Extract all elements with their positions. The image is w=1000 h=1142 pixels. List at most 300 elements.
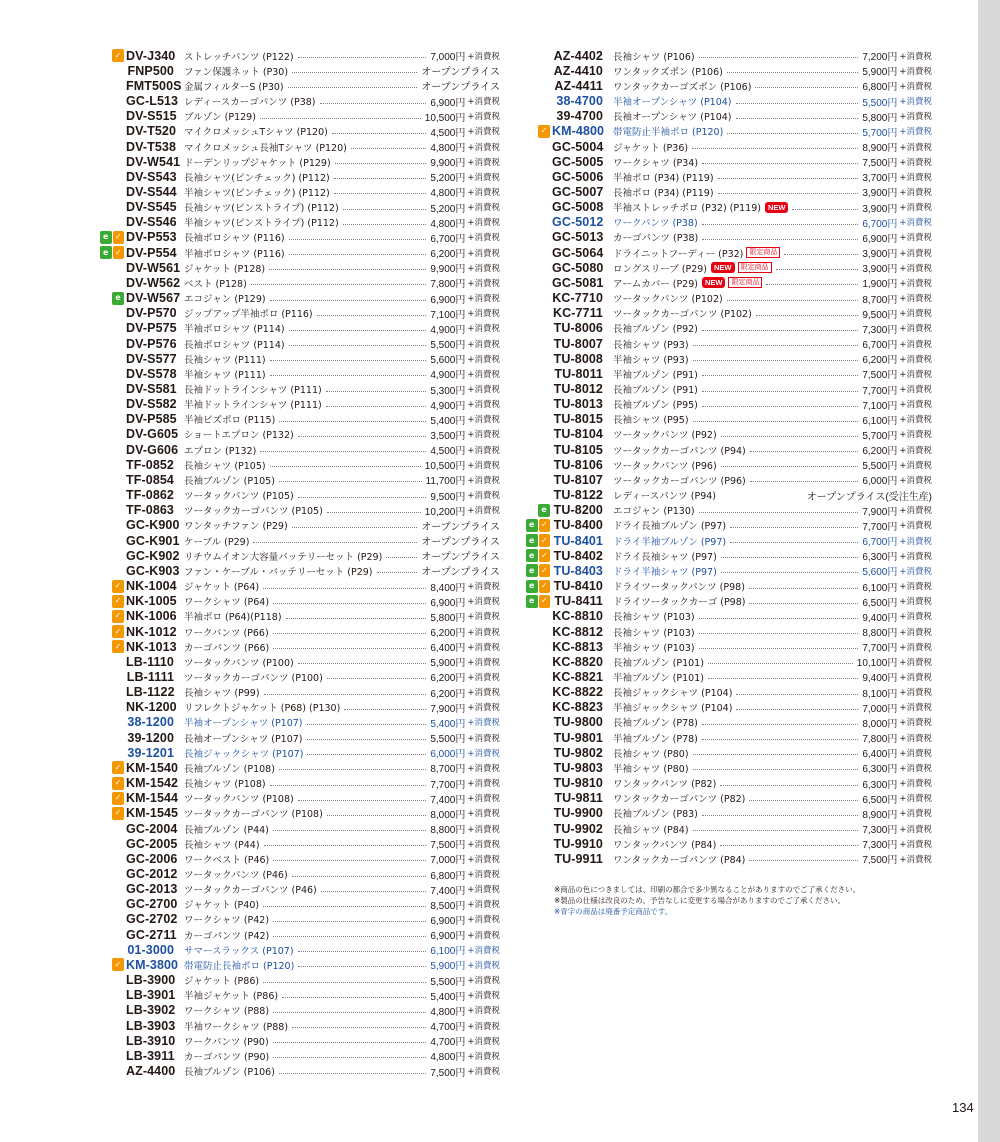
product-name: 半袖ビズポロ (P115) bbox=[184, 415, 276, 427]
leader-dots bbox=[749, 588, 858, 589]
tax-label: +消費税 bbox=[467, 657, 500, 668]
leader-dots bbox=[251, 284, 427, 285]
product-name: ドライニットフーディー (P32) bbox=[613, 248, 744, 260]
product-code: FMT500S bbox=[126, 78, 182, 93]
product-row bbox=[526, 806, 932, 821]
product-code: LB-1122 bbox=[126, 685, 175, 700]
product-code: NK-1006 bbox=[126, 609, 177, 624]
product-row bbox=[526, 291, 932, 306]
product-row bbox=[100, 624, 500, 639]
leader-dots bbox=[292, 1027, 426, 1028]
product-code: LB-3900 bbox=[126, 973, 176, 988]
product-price: 4,900円 bbox=[430, 370, 466, 382]
product-name: ワークシャツ (P88) bbox=[184, 1006, 270, 1018]
product-name: 長袖ブルゾン (P91) bbox=[613, 385, 698, 397]
product-price: 5,400円 bbox=[430, 718, 466, 730]
product-row bbox=[526, 760, 932, 775]
leader-dots bbox=[298, 497, 427, 498]
product-code: TU-9801 bbox=[553, 730, 603, 745]
tax-label: +消費税 bbox=[899, 203, 932, 214]
product-row bbox=[100, 472, 500, 487]
tax-label: +消費税 bbox=[467, 809, 500, 820]
product-row bbox=[100, 715, 500, 730]
tax-label: +消費税 bbox=[467, 718, 500, 729]
product-icons bbox=[100, 292, 126, 305]
leader-dots bbox=[693, 830, 859, 831]
leader-dots bbox=[253, 542, 417, 543]
leader-dots bbox=[282, 997, 426, 998]
leader-dots bbox=[708, 663, 853, 664]
product-row bbox=[100, 488, 500, 503]
product-code: TU-8015 bbox=[553, 412, 603, 427]
product-code: LB-3903 bbox=[126, 1018, 176, 1033]
product-price: 6,000円 bbox=[862, 476, 898, 488]
tax-label: +消費税 bbox=[467, 733, 500, 744]
feature-icon: ✓ bbox=[539, 534, 551, 547]
product-row bbox=[100, 200, 500, 215]
product-name: ワークシャツ (P34) bbox=[613, 157, 699, 169]
product-code: TU-8107 bbox=[553, 472, 603, 487]
product-name: 半袖ワークシャツ (P88) bbox=[184, 1021, 289, 1033]
product-code: TU-8008 bbox=[553, 351, 603, 366]
product-name: 半袖ブルゾン (P101) bbox=[613, 672, 704, 684]
product-name: 長袖シャツ (P103) bbox=[613, 612, 695, 624]
product-price: オープンプライス bbox=[421, 67, 500, 79]
tax-label: +消費税 bbox=[899, 779, 932, 790]
product-row bbox=[100, 366, 500, 381]
product-row bbox=[526, 548, 932, 563]
product-price: 6,100円 bbox=[862, 582, 898, 594]
tax-label: +消費税 bbox=[467, 915, 500, 926]
product-code: GC-5004 bbox=[552, 139, 604, 154]
leader-dots bbox=[702, 739, 858, 740]
product-price: 5,500円 bbox=[430, 340, 466, 352]
product-row bbox=[100, 245, 500, 260]
leader-dots bbox=[727, 72, 859, 73]
product-price: 6,800円 bbox=[862, 82, 898, 94]
feature-icon: ✓ bbox=[113, 231, 125, 244]
product-code: DV-P585 bbox=[126, 412, 177, 427]
tax-label: +消費税 bbox=[899, 445, 932, 456]
product-row bbox=[526, 442, 932, 457]
product-price: 6,900円 bbox=[430, 597, 466, 609]
product-row bbox=[100, 1048, 500, 1063]
product-code: DV-G606 bbox=[126, 442, 179, 457]
product-price: 5,400円 bbox=[430, 991, 466, 1003]
leader-dots bbox=[377, 572, 418, 573]
footnotes bbox=[554, 884, 860, 917]
product-price: オープンプライス(受注生産) bbox=[806, 491, 932, 503]
product-name: ツータックパンツ (P96) bbox=[613, 460, 717, 472]
product-code: DV-P570 bbox=[126, 306, 177, 321]
product-price: 6,900円 bbox=[430, 294, 466, 306]
product-price: 5,800円 bbox=[430, 612, 466, 624]
product-code: LB-1111 bbox=[126, 669, 174, 684]
product-row bbox=[526, 124, 932, 139]
limited-badge: 限定商品 bbox=[728, 277, 762, 288]
tax-label: +消費税 bbox=[899, 127, 932, 138]
tax-label: +消費税 bbox=[467, 415, 500, 426]
product-code: DV-P575 bbox=[126, 321, 177, 336]
tax-label: +消費税 bbox=[899, 263, 932, 274]
tax-label: +消費税 bbox=[467, 779, 500, 790]
product-name: ジャケット (P40) bbox=[184, 900, 260, 912]
product-price: 10,500円 bbox=[424, 112, 466, 124]
footnote: ※青字の商品は廃番予定商品です。 bbox=[554, 907, 673, 916]
product-name: 帯電防止長袖ポロ (P120) bbox=[184, 960, 295, 972]
product-price: 8,100円 bbox=[862, 688, 898, 700]
product-name: 半袖ブルゾン (P78) bbox=[613, 733, 698, 745]
product-price: 6,700円 bbox=[862, 537, 898, 549]
product-price: 8,900円 bbox=[862, 143, 898, 155]
product-code: DV-P554 bbox=[126, 245, 177, 260]
product-name: 長袖ブルゾン (P106) bbox=[184, 1067, 275, 1079]
leader-dots bbox=[351, 148, 427, 149]
product-row bbox=[526, 169, 932, 184]
product-name: カーゴパンツ (P66) bbox=[184, 642, 270, 654]
tax-label: +消費税 bbox=[899, 824, 932, 835]
product-name: ジャケット (P86) bbox=[184, 976, 260, 988]
product-row bbox=[526, 624, 932, 639]
product-code: TF-0863 bbox=[126, 503, 174, 518]
product-name: 半袖シャツ(ピンチェック) (P112) bbox=[184, 187, 330, 199]
product-code: KM-1544 bbox=[126, 791, 179, 806]
tax-label: +消費税 bbox=[467, 506, 500, 517]
product-code: 38-1200 bbox=[127, 715, 174, 730]
product-row bbox=[100, 942, 500, 957]
limited-badge: 限定商品 bbox=[746, 247, 780, 258]
product-icons bbox=[100, 777, 126, 790]
product-row bbox=[100, 260, 500, 275]
product-row bbox=[100, 275, 500, 290]
product-code: NK-1005 bbox=[126, 594, 177, 609]
leader-dots bbox=[730, 527, 858, 528]
tax-label: +消費税 bbox=[899, 112, 932, 123]
leader-dots bbox=[702, 163, 858, 164]
tax-label: +消費税 bbox=[467, 248, 500, 259]
product-name: 半袖ポロシャツ (P114) bbox=[184, 324, 285, 336]
leader-dots bbox=[749, 860, 858, 861]
leader-dots bbox=[273, 648, 426, 649]
tax-label: +消費税 bbox=[899, 385, 932, 396]
product-row bbox=[100, 578, 500, 593]
leader-dots bbox=[270, 300, 427, 301]
tax-label: +消費税 bbox=[467, 157, 500, 168]
leader-dots bbox=[279, 421, 426, 422]
tax-label: +消費税 bbox=[899, 369, 932, 380]
feature-icon: ✓ bbox=[112, 610, 124, 623]
product-list-left bbox=[100, 48, 500, 1079]
product-row bbox=[100, 669, 500, 684]
product-icons bbox=[100, 761, 126, 774]
tax-label: +消費税 bbox=[467, 369, 500, 380]
product-name: 長袖シャツ (P103) bbox=[613, 627, 695, 639]
tax-label: +消費税 bbox=[467, 748, 500, 759]
product-code: TU-8012 bbox=[553, 382, 603, 397]
tax-label: +消費税 bbox=[899, 309, 932, 320]
product-row bbox=[526, 669, 932, 684]
product-row bbox=[100, 321, 500, 336]
product-row bbox=[100, 988, 500, 1003]
leader-dots bbox=[699, 512, 859, 513]
product-code: TU-8401 bbox=[553, 533, 603, 548]
eco-icon: e bbox=[112, 292, 124, 305]
product-name: ツータックパンツ (P105) bbox=[184, 491, 294, 503]
leader-dots bbox=[270, 375, 427, 376]
product-price: 4,900円 bbox=[430, 324, 466, 336]
product-row bbox=[526, 351, 932, 366]
product-price: 7,500円 bbox=[862, 370, 898, 382]
product-price: 7,100円 bbox=[862, 400, 898, 412]
product-name: ワークベスト (P46) bbox=[184, 854, 270, 866]
product-row bbox=[526, 184, 932, 199]
feature-icon: ✓ bbox=[112, 625, 124, 638]
product-name: ツータックパンツ (P100) bbox=[184, 657, 294, 669]
product-price: 5,600円 bbox=[430, 355, 466, 367]
product-icons bbox=[526, 519, 552, 532]
leader-dots bbox=[736, 103, 859, 104]
product-row bbox=[100, 609, 500, 624]
product-icons bbox=[100, 958, 126, 971]
product-row bbox=[526, 366, 932, 381]
tax-label: +消費税 bbox=[467, 127, 500, 138]
leader-dots bbox=[289, 345, 427, 346]
product-price: 7,300円 bbox=[862, 324, 898, 336]
product-code: KM-4800 bbox=[552, 124, 605, 139]
product-name: 長袖シャツ (P105) bbox=[184, 460, 266, 472]
product-price: 3,900円 bbox=[862, 249, 898, 261]
product-code: KC-8812 bbox=[552, 624, 603, 639]
limited-badge: 限定商品 bbox=[738, 262, 772, 273]
product-row bbox=[526, 275, 932, 290]
leader-dots bbox=[307, 724, 427, 725]
product-row bbox=[100, 745, 500, 760]
tax-label: +消費税 bbox=[899, 187, 932, 198]
tax-label: +消費税 bbox=[467, 945, 500, 956]
product-icons bbox=[526, 580, 552, 593]
product-price: 5,900円 bbox=[862, 67, 898, 79]
feature-icon: ✓ bbox=[112, 640, 124, 653]
product-row bbox=[526, 654, 932, 669]
product-row bbox=[526, 488, 932, 503]
product-name: ドライ長袖ブルゾン (P97) bbox=[613, 521, 727, 533]
product-row bbox=[100, 836, 500, 851]
product-code: KC-8822 bbox=[552, 685, 603, 700]
eco-icon: e bbox=[526, 519, 538, 532]
feature-icon: ✓ bbox=[112, 595, 124, 608]
product-code: GC-K900 bbox=[126, 518, 180, 533]
product-price: 4,500円 bbox=[430, 446, 466, 458]
footnote: ※商品の色につきましては、印刷の都合で多少異なることがありますのでご了承ください。 bbox=[554, 885, 861, 894]
product-name: 半袖ポロ (P64)(P118) bbox=[184, 612, 282, 624]
feature-icon: ✓ bbox=[112, 792, 124, 805]
tax-label: +消費税 bbox=[899, 460, 932, 471]
tax-label: +消費税 bbox=[467, 960, 500, 971]
leader-dots bbox=[702, 330, 858, 331]
product-name: 長袖シャツ (P111) bbox=[184, 354, 266, 366]
product-row bbox=[100, 973, 500, 988]
product-row bbox=[100, 397, 500, 412]
product-name: 長袖ポロシャツ (P116) bbox=[184, 233, 285, 245]
product-code: DV-W567 bbox=[126, 291, 181, 306]
tax-label: +消費税 bbox=[899, 733, 932, 744]
leader-dots bbox=[260, 118, 421, 119]
product-row bbox=[100, 927, 500, 942]
product-name: ツータックパンツ (P102) bbox=[613, 294, 723, 306]
new-badge: NEW bbox=[711, 262, 735, 273]
product-row bbox=[100, 518, 500, 533]
tax-label: +消費税 bbox=[899, 172, 932, 183]
leader-dots bbox=[270, 785, 427, 786]
eco-icon: e bbox=[100, 246, 112, 259]
tax-label: +消費税 bbox=[467, 400, 500, 411]
product-price: 9,500円 bbox=[862, 309, 898, 321]
tax-label: +消費税 bbox=[467, 1051, 500, 1062]
product-row bbox=[100, 1033, 500, 1048]
product-code: DV-P553 bbox=[126, 230, 177, 245]
product-row bbox=[100, 154, 500, 169]
page-edge-tab bbox=[978, 0, 1000, 1142]
product-price: 5,400円 bbox=[430, 415, 466, 427]
leader-dots bbox=[702, 224, 859, 225]
product-row bbox=[100, 184, 500, 199]
tax-label: +消費税 bbox=[467, 1006, 500, 1017]
eco-icon: e bbox=[526, 549, 538, 562]
leader-dots bbox=[260, 451, 426, 452]
product-price: 6,500円 bbox=[862, 794, 898, 806]
leader-dots bbox=[702, 375, 858, 376]
product-price: 6,700円 bbox=[430, 233, 466, 245]
tax-label: +消費税 bbox=[899, 672, 932, 683]
product-code: GC-5080 bbox=[552, 260, 604, 275]
product-name: ストレッチパンツ (P122) bbox=[184, 51, 294, 63]
tax-label: +消費税 bbox=[899, 809, 932, 820]
product-name: ワンタックカーゴパンツ (P82) bbox=[613, 794, 746, 806]
eco-icon: e bbox=[526, 595, 538, 608]
product-price: 1,900円 bbox=[862, 279, 898, 291]
tax-label: +消費税 bbox=[467, 218, 500, 229]
tax-label: +消費税 bbox=[899, 278, 932, 289]
product-name: 半袖ブルゾン (P91) bbox=[613, 369, 698, 381]
product-price: 8,700円 bbox=[862, 294, 898, 306]
product-row bbox=[100, 93, 500, 108]
product-name: 長袖ブルゾン (P108) bbox=[184, 763, 275, 775]
product-code: KM-1545 bbox=[126, 806, 179, 821]
product-name: 半袖ドットラインシャツ (P111) bbox=[184, 400, 322, 412]
product-row bbox=[100, 412, 500, 427]
product-code: LB-1110 bbox=[126, 654, 174, 669]
product-name: カーゴパンツ (P42) bbox=[184, 930, 270, 942]
tax-label: +消費税 bbox=[467, 294, 500, 305]
product-name: ドライ半袖シャツ (P97) bbox=[613, 566, 717, 578]
tax-label: +消費税 bbox=[467, 1021, 500, 1032]
feature-icon: ✓ bbox=[113, 246, 125, 259]
product-price: 6,400円 bbox=[430, 643, 466, 655]
product-price: 8,900円 bbox=[862, 809, 898, 821]
product-row bbox=[526, 427, 932, 442]
product-name: アームカバー (P29) bbox=[613, 278, 698, 290]
product-price: 9,400円 bbox=[862, 673, 898, 685]
tax-label: +消費税 bbox=[467, 839, 500, 850]
product-price: 5,200円 bbox=[430, 173, 466, 185]
product-code: DV-G605 bbox=[126, 427, 179, 442]
product-name: ドライツータックパンツ (P98) bbox=[613, 582, 745, 594]
product-row bbox=[100, 306, 500, 321]
leader-dots bbox=[692, 148, 858, 149]
product-name: ツータックカーゴパンツ (P100) bbox=[184, 672, 323, 684]
leader-dots bbox=[298, 800, 427, 801]
product-price: 8,500円 bbox=[430, 900, 466, 912]
product-row bbox=[100, 78, 500, 93]
product-name: 長袖ブルゾン (P101) bbox=[613, 657, 704, 669]
product-list-right bbox=[526, 48, 932, 866]
tax-label: +消費税 bbox=[467, 475, 500, 486]
product-price: 5,200円 bbox=[430, 203, 466, 215]
product-name: 長袖ブルゾン (P95) bbox=[613, 400, 698, 412]
new-badge: NEW bbox=[702, 277, 726, 288]
product-price: 7,800円 bbox=[862, 734, 898, 746]
leader-dots bbox=[721, 572, 859, 573]
product-price: 3,900円 bbox=[862, 188, 898, 200]
tax-label: +消費税 bbox=[899, 566, 932, 577]
product-icons bbox=[526, 534, 552, 547]
product-code: 39-4700 bbox=[556, 109, 603, 124]
product-price: 7,700円 bbox=[862, 521, 898, 533]
product-name: ショートエプロン (P132) bbox=[184, 430, 294, 442]
product-row bbox=[526, 745, 932, 760]
tax-label: +消費税 bbox=[467, 991, 500, 1002]
tax-label: +消費税 bbox=[467, 324, 500, 335]
product-row bbox=[100, 381, 500, 396]
product-price: 7,900円 bbox=[862, 506, 898, 518]
product-row bbox=[100, 1018, 500, 1033]
tax-label: +消費税 bbox=[467, 354, 500, 365]
product-name: ケーブル (P29) bbox=[184, 536, 250, 548]
product-code: AZ-4411 bbox=[554, 78, 603, 93]
product-row bbox=[100, 594, 500, 609]
product-code: DV-W541 bbox=[126, 154, 181, 169]
product-name: 帯電防止半袖ポロ (P120) bbox=[613, 127, 724, 139]
product-price: オープンプライス bbox=[421, 567, 500, 579]
product-price: 8,400円 bbox=[430, 582, 466, 594]
product-price: 6,700円 bbox=[862, 218, 898, 230]
tax-label: +消費税 bbox=[899, 551, 932, 562]
product-price: 10,100円 bbox=[856, 658, 898, 670]
product-row bbox=[100, 457, 500, 472]
product-price: 7,800円 bbox=[430, 279, 466, 291]
leader-dots bbox=[263, 906, 426, 907]
product-name: 長袖シャツ (P95) bbox=[613, 415, 689, 427]
product-price: 9,500円 bbox=[430, 491, 466, 503]
tax-label: +消費税 bbox=[467, 930, 500, 941]
product-row bbox=[100, 109, 500, 124]
product-price: 5,600円 bbox=[862, 567, 898, 579]
tax-label: +消費税 bbox=[899, 582, 932, 593]
tax-label: +消費税 bbox=[899, 657, 932, 668]
leader-dots bbox=[730, 542, 858, 543]
product-row bbox=[526, 639, 932, 654]
leader-dots bbox=[792, 209, 858, 210]
product-code: TU-9900 bbox=[553, 806, 603, 821]
leader-dots bbox=[750, 451, 859, 452]
leader-dots bbox=[298, 436, 427, 437]
product-name: 金属フィルターS (P30) bbox=[184, 81, 284, 93]
product-code: KC-8821 bbox=[552, 669, 603, 684]
leader-dots bbox=[292, 527, 418, 528]
product-row bbox=[100, 351, 500, 366]
product-price: 6,900円 bbox=[430, 97, 466, 109]
tax-label: +消費税 bbox=[467, 339, 500, 350]
